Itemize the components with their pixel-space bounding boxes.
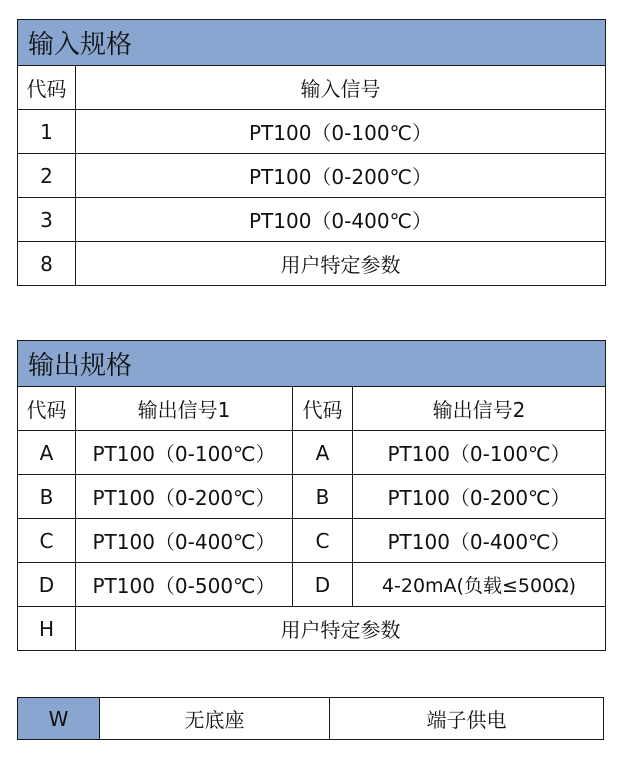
row-signal: PT100（0-200℃）: [76, 154, 606, 198]
table-row: [18, 607, 606, 651]
row-signal1: PT100（0-100℃）: [76, 431, 293, 475]
row-code: 8: [18, 242, 76, 286]
row-signal: 用户特定参数: [76, 242, 606, 286]
row-signal-merged: 用户特定参数: [76, 607, 606, 651]
table-row: [18, 431, 606, 475]
row-code2: A: [293, 431, 353, 475]
option-code: W: [18, 698, 100, 740]
col-code2-header: 代码: [293, 387, 353, 431]
row-code2: B: [293, 475, 353, 519]
output-spec-title: 输出规格: [18, 341, 606, 387]
row-code1: A: [18, 431, 76, 475]
row-code: 1: [18, 110, 76, 154]
row-code2: D: [293, 563, 353, 607]
option-table: [17, 697, 604, 740]
row-signal2: 4-20mA(负载≤500Ω): [353, 563, 606, 607]
row-code1: D: [18, 563, 76, 607]
table-row: [18, 563, 606, 607]
input-spec-title: 输入规格: [18, 20, 606, 66]
row-signal1: PT100（0-400℃）: [76, 519, 293, 563]
row-code1: B: [18, 475, 76, 519]
option-base: 无底座: [100, 698, 330, 740]
row-code: 3: [18, 198, 76, 242]
table-row: [18, 154, 606, 198]
row-code: 2: [18, 154, 76, 198]
table-row: [18, 698, 604, 740]
row-code1: H: [18, 607, 76, 651]
input-spec-table: [17, 19, 606, 286]
row-signal2: PT100（0-400℃）: [353, 519, 606, 563]
col-signal1-header: 输出信号1: [76, 387, 293, 431]
row-signal2: PT100（0-200℃）: [353, 475, 606, 519]
row-signal2: PT100（0-100℃）: [353, 431, 606, 475]
table-row: [18, 519, 606, 563]
output-spec-table: [17, 340, 606, 651]
table-row: [18, 110, 606, 154]
row-signal1: PT100（0-200℃）: [76, 475, 293, 519]
col-code1-header: 代码: [18, 387, 76, 431]
row-signal: PT100（0-400℃）: [76, 198, 606, 242]
row-signal: PT100（0-100℃）: [76, 110, 606, 154]
row-code2: C: [293, 519, 353, 563]
row-code1: C: [18, 519, 76, 563]
table-row: [18, 242, 606, 286]
row-signal1: PT100（0-500℃）: [76, 563, 293, 607]
table-row: [18, 475, 606, 519]
option-power: 端子供电: [330, 698, 604, 740]
col-code-header: 代码: [18, 66, 76, 110]
col-signal2-header: 输出信号2: [353, 387, 606, 431]
table-row: [18, 198, 606, 242]
col-signal-header: 输入信号: [76, 66, 606, 110]
